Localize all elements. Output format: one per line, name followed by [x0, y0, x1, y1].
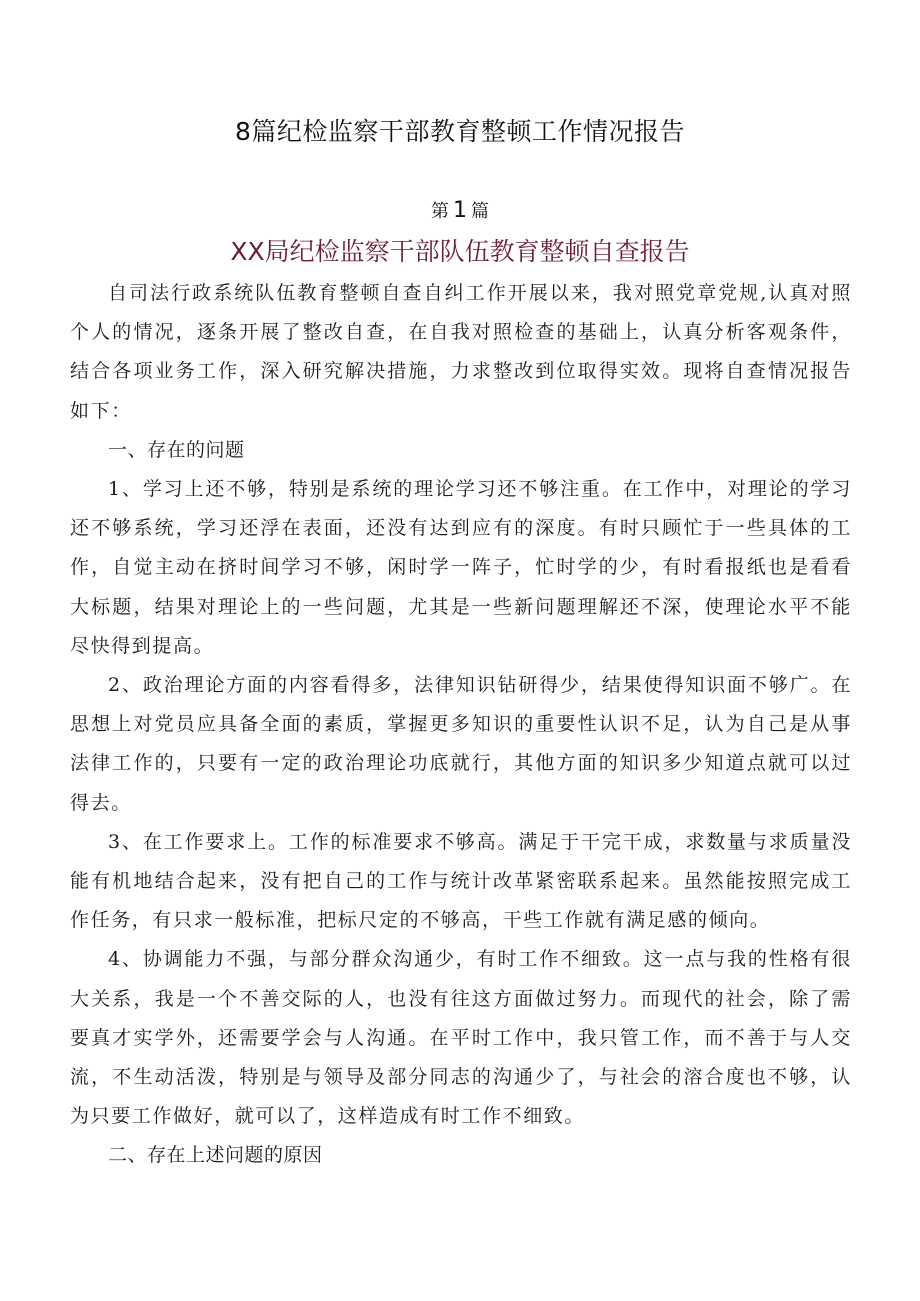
part-title: XX局纪检监察干部队伍教育整顿自查报告: [230, 237, 690, 266]
part-suffix: 篇: [471, 201, 489, 222]
problem-item-1: 1、学习上还不够，特别是系统的理论学习还不够注重。在工作中，对理论的学习还不够系统，学习还浮在表面，还没有达到应有的深度。有时只顾忙于一些具体的工作，自觉主动在挤时间学习不够，闲时学一阵子，忙时学的少，有时看报纸也是看看大标题，结果对理论上的一些问题，尤其是一些新问题理解还不深，使理论水平不能尽快得到提高。: [70, 478, 852, 657]
section-heading-causes: 二、存在上述问题的原因: [108, 1144, 323, 1167]
problem-item-2: 2、政治理论方面的内容看得多，法律知识钻研得少，结果使得知识面不够广。在思想上对党员应具备全面的素质，掌握更多知识的重要性认识不足，认为自己是从事法律工作的，只要有一定的政治理论功底就行，其他方面的知识多少知道点就可以过得去。: [70, 674, 852, 814]
document-title: 8篇纪检监察干部教育整顿工作情况报告: [235, 117, 685, 146]
part-prefix: 第: [431, 201, 449, 222]
section-heading-problems: 一、存在的问题: [108, 438, 245, 461]
problem-item-4: 4、协调能力不强，与部分群众沟通少，有时工作不细致。这一点与我的性格有很大关系，我是一个不善交际的人，也没有往这方面做过努力。而现代的社会，除了需要真才实学外，还需要学会与人沟通。在平时工作中，我只管工作，而不善于与人交流，不生动活泼，特别是与领导及部分同志的沟通少了，与社会的溶合度也不够，认为只要工作做好，就可以了，这样造成有时工作不细致。: [70, 948, 852, 1128]
intro-paragraph: 自司法行政系统队伍教育整顿自查自纠工作开展以来，我对照党章党规,认真对照个人的情况，逐条开展了整改自查，在自我对照检查的基础上，认真分析客观条件，结合各项业务工作，深入研究解决措施，力求整改到位取得实效。现将自查情况报告如下：: [70, 282, 852, 422]
document-body: [70, 274, 852, 1176]
part-label: [0, 196, 920, 227]
part-number: 1: [453, 198, 467, 223]
problem-item-3: 3、在工作要求上。工作的标准要求不够高。满足于干完干成，求数量与求质量没能有机地结合起来，没有把自己的工作与统计改革紧密联系起来。虽然能按照完成工作任务，有只求一般标准，把标尺定的不够高，干些工作就有满足感的倾向。: [70, 830, 852, 932]
